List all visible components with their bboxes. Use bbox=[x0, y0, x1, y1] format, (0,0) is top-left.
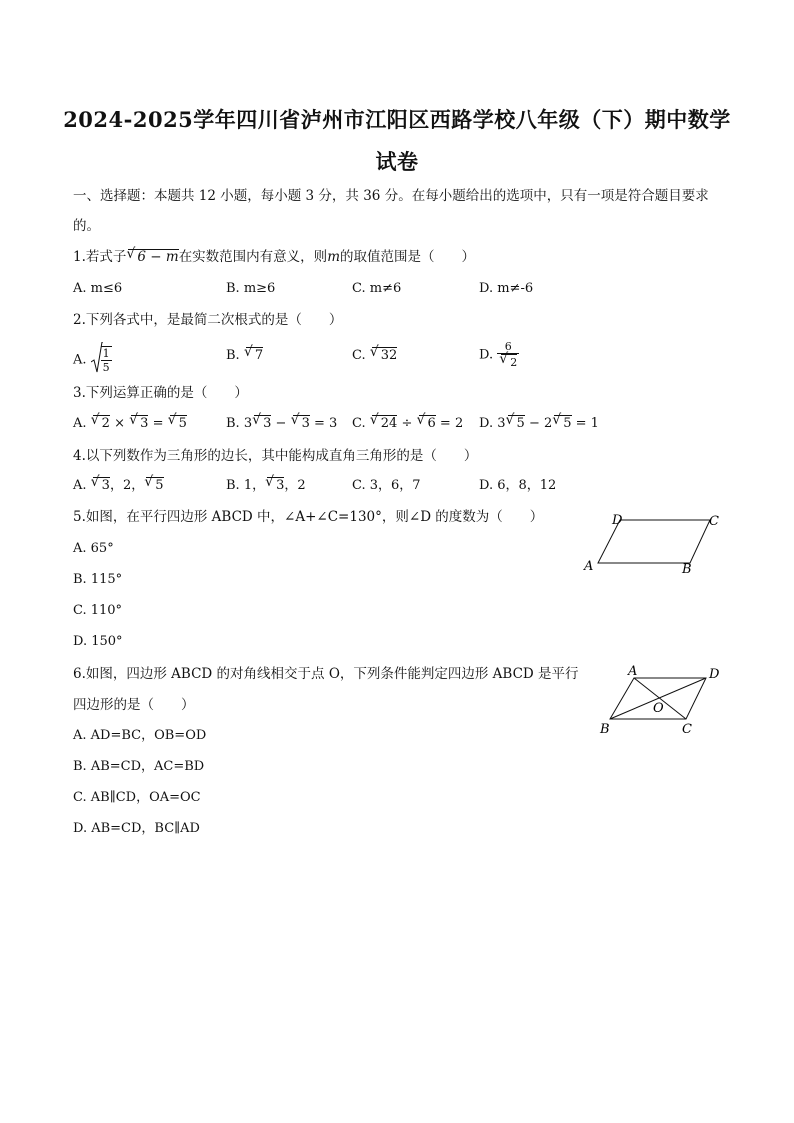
q2-b-label: B. bbox=[226, 348, 240, 363]
q6-label-b: B bbox=[600, 722, 610, 737]
q4-a-rad2 bbox=[146, 477, 163, 493]
q5-option-a: A. 65° bbox=[73, 541, 114, 556]
q3-d-rad2 bbox=[554, 415, 571, 431]
q3-c-label: C. bbox=[352, 416, 366, 431]
q5-option-c: C. 110° bbox=[73, 603, 123, 618]
q2-d-fraction bbox=[497, 340, 519, 370]
q3-d-eq: = 1 bbox=[575, 416, 599, 431]
section-heading-line1: 一、选择题：本题共 12 小题，每小题 3 分，共 36 分。在每小题给出的选项中，只有一项是符合题目要求 bbox=[73, 188, 709, 204]
q2-b-rad: 7 bbox=[254, 348, 264, 363]
q4-a-label: A. bbox=[73, 478, 87, 493]
question-4-stem: 4.以下列数作为三角形的边长，其中能构成直角三角形的是（ ） bbox=[73, 448, 478, 464]
q3-b-eq: = 3 bbox=[314, 416, 338, 431]
q2-d-rad: 2 bbox=[510, 356, 518, 369]
q2-option-b bbox=[226, 346, 263, 366]
exam-title-line2: 试卷 bbox=[375, 149, 419, 174]
q4-a-r1: 3 bbox=[101, 478, 110, 493]
q6-option-a: A. AD=BC，OB=OD bbox=[73, 728, 207, 743]
q6-label-c: C bbox=[682, 722, 692, 737]
q5-parallelogram-figure bbox=[580, 510, 730, 576]
q3-b-rad1 bbox=[254, 415, 271, 431]
q5-label-a: A bbox=[584, 559, 594, 574]
q3-b-r1: 3 bbox=[263, 416, 272, 431]
q3-b-coef: 3 bbox=[243, 416, 253, 431]
q2-option-d bbox=[479, 340, 519, 370]
question-6-stem-line2: 四边形的是（ ） bbox=[73, 697, 195, 713]
q2-a-radical bbox=[91, 346, 112, 374]
q2-c-rad: 32 bbox=[380, 348, 398, 363]
q3-d-rad1 bbox=[508, 415, 525, 431]
q2-d-radical bbox=[501, 354, 517, 370]
question-5-stem: 5.如图，在平行四边形 ABCD 中，∠A+∠C=130°，则∠D 的度数为（ ） bbox=[73, 509, 544, 525]
q2-c-radical bbox=[372, 347, 398, 363]
q2-option-c bbox=[352, 346, 397, 366]
q3-a-rad3 bbox=[170, 415, 187, 431]
q3-d-label: D. bbox=[479, 416, 494, 431]
q6-parallelogram-figure bbox=[596, 662, 726, 740]
q2-c-label: C. bbox=[352, 348, 366, 363]
q3-a-label: A. bbox=[73, 416, 87, 431]
q2-a-label: A. bbox=[73, 352, 87, 368]
q5-option-d: D. 150° bbox=[73, 634, 123, 649]
q4-b-label: B. 1， bbox=[226, 478, 266, 493]
q4-option-c: C. 3，6，7 bbox=[352, 478, 421, 493]
q5-label-c: C bbox=[709, 514, 719, 529]
q3-option-d bbox=[479, 414, 599, 434]
q3-a-r2: 3 bbox=[140, 416, 149, 431]
q1-option-b: B. m≥6 bbox=[226, 281, 276, 296]
q6-option-b: B. AB=CD，AC=BD bbox=[73, 759, 205, 774]
q1-option-d: D. m≠-6 bbox=[479, 281, 534, 296]
q3-c-op: ÷ bbox=[401, 416, 413, 431]
q4-option-a bbox=[73, 476, 164, 496]
q3-b-r2: 3 bbox=[301, 416, 310, 431]
q2-a-den: 5 bbox=[102, 361, 110, 374]
q4-b-rad bbox=[267, 477, 284, 493]
question-2-stem: 2.下列各式中，是最简二次根式的是（ ） bbox=[73, 312, 343, 328]
exam-title-line1: 2024-2025学年四川省泸州市江阳区西路学校八年级（下）期中数学 bbox=[63, 107, 731, 132]
section-heading-line2: 的。 bbox=[73, 218, 100, 234]
q1-radicand: 6 − m bbox=[137, 249, 179, 265]
question-3-stem: 3.下列运算正确的是（ ） bbox=[73, 385, 248, 401]
q3-d-coef: 3 bbox=[497, 416, 506, 431]
q6-option-d: D. AB=CD，BC∥AD bbox=[73, 821, 200, 836]
q1-stem-end: 的取值范围是（ ） bbox=[340, 249, 475, 265]
q4-a-mid: ，2， bbox=[109, 478, 145, 493]
q2-d-label: D. bbox=[479, 347, 494, 363]
q3-b-label: B. bbox=[226, 416, 240, 431]
radical-sign-icon bbox=[91, 342, 103, 376]
q5-label-d: D bbox=[612, 513, 623, 528]
q3-a-rad2 bbox=[131, 415, 148, 431]
q3-a-eq: = bbox=[152, 416, 164, 431]
q2-a-num: 1 bbox=[102, 347, 110, 360]
q6-option-c: C. AB∥CD，OA=OC bbox=[73, 790, 201, 805]
q3-c-rad1 bbox=[372, 415, 398, 431]
q3-b-rad2 bbox=[293, 415, 310, 431]
q1-radical bbox=[128, 249, 178, 265]
q4-b-end: ，2 bbox=[284, 478, 306, 493]
q1-stem-post: 在实数范围内有意义，则 bbox=[178, 249, 328, 265]
q2-option-a bbox=[73, 346, 112, 374]
q3-d-op: − 2 bbox=[528, 416, 553, 431]
q3-a-rad1 bbox=[93, 415, 110, 431]
q4-a-rad1 bbox=[93, 477, 110, 493]
q1-option-c: C. m≠6 bbox=[352, 281, 402, 296]
q3-a-op: × bbox=[114, 416, 125, 431]
question-1-stem bbox=[73, 247, 475, 267]
q2-d-num: 6 bbox=[497, 340, 519, 354]
q1-stem-pre: 1.若式子 bbox=[73, 249, 127, 265]
q3-c-eq: = 2 bbox=[439, 416, 464, 431]
q3-d-r2: 5 bbox=[563, 416, 572, 431]
q1-option-a: A. m≤6 bbox=[73, 281, 123, 296]
q6-label-a: A bbox=[628, 664, 638, 679]
q5-option-b: B. 115° bbox=[73, 572, 123, 587]
q4-option-d: D. 6，8，12 bbox=[479, 478, 557, 493]
q3-c-r1: 24 bbox=[380, 416, 398, 431]
q3-d-r1: 5 bbox=[516, 416, 525, 431]
q3-c-rad2 bbox=[419, 415, 436, 431]
q4-b-r1: 3 bbox=[276, 478, 285, 493]
q6-label-d: D bbox=[709, 667, 720, 682]
q3-b-op: − bbox=[275, 416, 287, 431]
q3-c-r2: 6 bbox=[427, 416, 436, 431]
q2-b-radical bbox=[246, 347, 263, 363]
q5-label-b: B bbox=[682, 562, 692, 576]
q6-label-o: O bbox=[653, 701, 664, 716]
q3-option-a bbox=[73, 414, 187, 434]
q3-option-b bbox=[226, 414, 337, 434]
question-6-stem-line1: 6.如图，四边形 ABCD 的对角线相交于点 O，下列条件能判定四边形 ABCD 是平行 bbox=[73, 666, 579, 682]
q4-option-b bbox=[226, 476, 306, 496]
q3-a-r1: 2 bbox=[101, 416, 110, 431]
q4-a-r2: 5 bbox=[155, 478, 164, 493]
q1-var: m bbox=[327, 249, 340, 265]
q3-option-c bbox=[352, 414, 463, 434]
q3-a-r3: 5 bbox=[178, 416, 187, 431]
